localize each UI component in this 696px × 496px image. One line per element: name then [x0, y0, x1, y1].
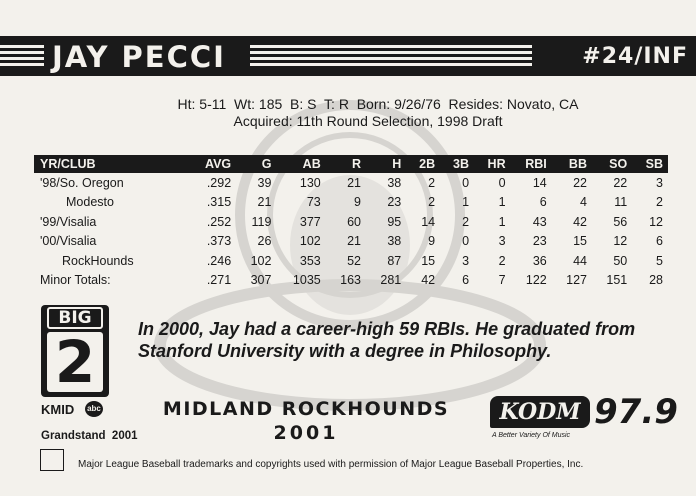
stats-cell: 3: [498, 234, 506, 249]
stats-header-row: [34, 155, 668, 173]
col-header: BB: [552, 155, 592, 173]
stats-cell: 102: [250, 253, 272, 268]
radio-frequency: 97.9: [594, 392, 678, 432]
stats-cell: 22: [613, 175, 628, 190]
stats-cell: 1: [462, 195, 470, 210]
stats-cell: 0: [462, 234, 470, 249]
stats-cell: 9: [428, 234, 436, 249]
stats-cell: 0: [462, 175, 470, 190]
stats-cell: 353: [299, 253, 321, 268]
stats-cell: 42: [573, 214, 587, 229]
team-title: [138, 398, 474, 444]
stats-cell: 12: [613, 234, 628, 249]
bio-line-acquired: Acquired: 11th Round Selection, 1998 Draft: [233, 113, 503, 129]
station-call-sign: KMID: [41, 402, 75, 417]
stats-cell: 56: [613, 214, 628, 229]
col-header: R: [326, 155, 366, 173]
stats-cell: .373: [206, 234, 232, 249]
stats-cell: 11: [614, 195, 628, 210]
stats-cell: 14: [421, 214, 436, 229]
stats-cell: 12: [649, 214, 663, 229]
stats-cell: 95: [387, 214, 402, 229]
radio-call-sign: KODM: [490, 396, 590, 428]
stats-cell: 36: [532, 253, 547, 268]
stats-cell: 50: [613, 253, 628, 268]
stats-cell: 21: [347, 234, 361, 249]
stats-cell: 23: [532, 234, 547, 249]
stats-club-cell: '00/Visalia: [40, 234, 97, 249]
stats-body: [34, 173, 668, 290]
stats-cell: 52: [347, 253, 361, 268]
stats-cell: 307: [250, 273, 272, 288]
stats-club-cell: RockHounds: [62, 253, 134, 268]
stats-cell: 14: [532, 175, 547, 190]
stats-cell: 0: [498, 175, 506, 190]
banner-stripes-left: [0, 45, 44, 67]
stats-cell: 38: [387, 175, 402, 190]
abc-network-icon: abc: [85, 401, 103, 417]
stats-table: [34, 155, 668, 290]
stats-cell: 42: [421, 273, 436, 288]
stats-cell: 377: [299, 214, 321, 229]
stats-cell: .292: [206, 175, 232, 190]
stats-row: [34, 193, 668, 213]
stats-row: [34, 212, 668, 232]
stats-cell: 23: [387, 195, 402, 210]
stats-cell: 6: [539, 195, 547, 210]
name-banner: [0, 36, 696, 76]
stats-cell: 87: [387, 253, 402, 268]
stats-cell: 60: [347, 214, 361, 229]
stats-cell: 4: [580, 195, 587, 210]
player-name: JAY PECCI: [52, 40, 226, 74]
big-label: BIG: [47, 307, 103, 329]
stats-cell: 6: [656, 234, 663, 249]
stats-cell: 3: [462, 253, 470, 268]
col-header: AB: [276, 155, 325, 173]
stats-row: [34, 271, 668, 291]
mlb-anniversary-logo-icon: [40, 449, 64, 471]
stats-cell: 2: [656, 195, 663, 210]
col-header: RBI: [511, 155, 552, 173]
stats-row: [34, 232, 668, 252]
stats-cell: 7: [498, 273, 506, 288]
col-header: HR: [474, 155, 511, 173]
stats-cell: 6: [462, 273, 470, 288]
col-header: 2B: [406, 155, 440, 173]
stats-cell: .315: [206, 195, 232, 210]
stats-cell: 2: [498, 253, 506, 268]
col-header: H: [366, 155, 406, 173]
stats-cell: .246: [206, 253, 232, 268]
legal-footer: Major League Baseball trademarks and copyrights used with permission of Major League Baseball Properties, Inc.: [78, 459, 584, 470]
player-number-position: #24/INF: [582, 44, 688, 69]
col-header: 3B: [440, 155, 474, 173]
stats-cell: 102: [299, 234, 321, 249]
stats-cell: 15: [573, 234, 587, 249]
banner-stripes-right: [250, 45, 532, 67]
col-header: SB: [632, 155, 668, 173]
stats-club-cell: '98/So. Oregon: [40, 175, 124, 190]
stats-cell: 1: [498, 214, 506, 229]
publisher-credit: Grandstand 2001: [41, 430, 138, 442]
stats-cell: 15: [421, 253, 436, 268]
stats-cell: 21: [257, 195, 272, 210]
stats-cell: 130: [299, 175, 321, 190]
col-header: G: [236, 155, 276, 173]
big2-logo: [41, 305, 109, 397]
stats-cell: 21: [347, 175, 361, 190]
stats-cell: 43: [532, 214, 547, 229]
stats-cell: 163: [340, 273, 361, 288]
player-bio: [0, 96, 696, 130]
stats-cell: .252: [206, 214, 232, 229]
stats-club-cell: Minor Totals:: [40, 273, 111, 288]
stats-cell: 122: [525, 273, 547, 288]
stats-cell: 151: [606, 273, 628, 288]
team-name: MIDLAND ROCKHOUNDS: [162, 398, 450, 420]
stats-cell: 5: [656, 253, 663, 268]
kodm-radio-logo: [490, 392, 678, 450]
stats-club-cell: Modesto: [66, 195, 114, 210]
stats-cell: 3: [656, 175, 663, 190]
stats-cell: 38: [387, 234, 402, 249]
col-header: AVG: [189, 155, 236, 173]
stats-club-cell: '99/Visalia: [40, 214, 97, 229]
stats-cell: 26: [257, 234, 272, 249]
stats-cell: 2: [428, 175, 436, 190]
stats-cell: 9: [354, 195, 361, 210]
player-blurb: In 2000, Jay had a career-high 59 RBIs. He graduated from Stanford University with a degree in Philosophy.: [138, 319, 636, 361]
stats-cell: 1035: [292, 273, 321, 288]
col-header: SO: [592, 155, 632, 173]
stats-cell: 39: [257, 175, 272, 190]
team-year: 2001: [273, 422, 339, 444]
stats-cell: 2: [428, 195, 436, 210]
stats-cell: .271: [206, 273, 232, 288]
stats-cell: 1: [498, 195, 506, 210]
stats-row: [34, 251, 668, 271]
stats-cell: 127: [566, 273, 587, 288]
stats-cell: 44: [573, 253, 587, 268]
bio-line-vitals: Ht: 5-11 Wt: 185 B: S T: R Born: 9/26/76 Resides: Novato, CA: [177, 96, 579, 112]
stats-cell: 73: [306, 195, 321, 210]
stats-cell: 2: [462, 214, 470, 229]
stats-cell: 28: [649, 273, 663, 288]
stats-cell: 119: [251, 214, 272, 229]
col-header: YR/CLUB: [34, 155, 189, 173]
stats-row: [34, 173, 668, 193]
big-number: 2: [47, 332, 103, 392]
radio-tagline: A Better Variety Of Music: [492, 432, 571, 439]
stats-cell: 281: [380, 273, 402, 288]
stats-cell: 22: [573, 175, 587, 190]
